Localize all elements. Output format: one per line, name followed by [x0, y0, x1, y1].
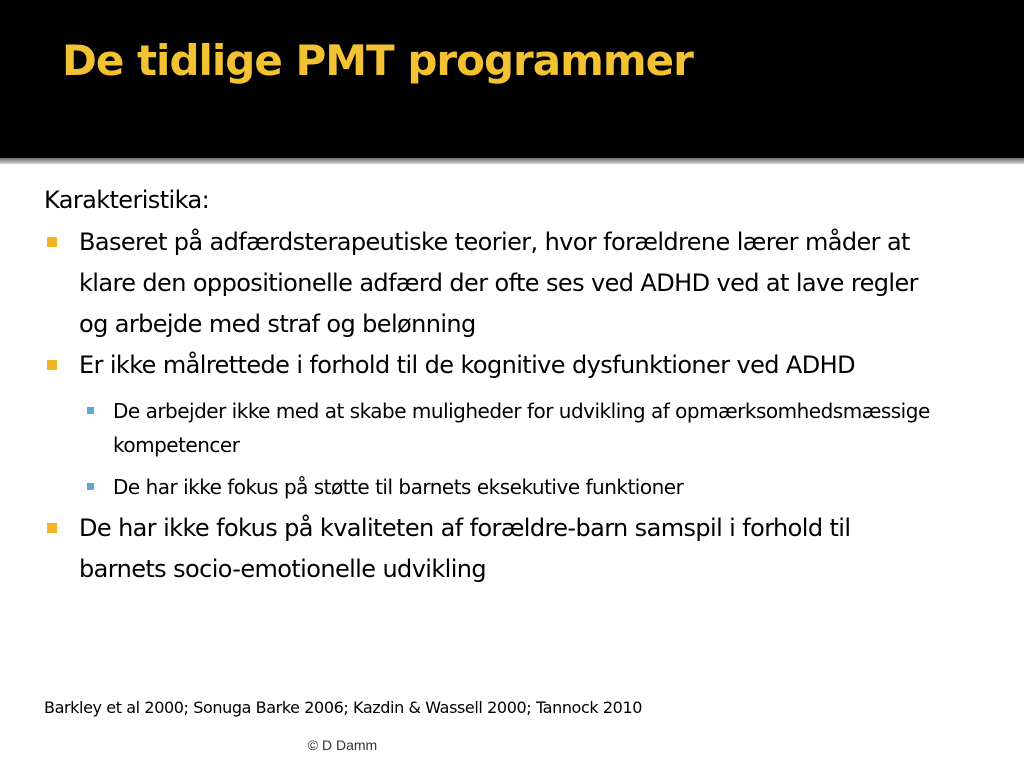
square-bullet-icon [47, 360, 57, 370]
copyright-notice: © D Damm [307, 737, 378, 753]
square-bullet-icon [47, 523, 57, 533]
square-bullet-icon [47, 237, 57, 247]
slide-body [44, 182, 944, 590]
sub-bullet-item [44, 394, 944, 462]
sub-bullet-item [44, 470, 944, 504]
sub-bullet-list [44, 394, 944, 504]
intro-text: Karakteristika: [44, 186, 210, 214]
bullet-text: Er ikke målrettede i forhold til de kognitive dysfunktioner ved ADHD [79, 351, 855, 379]
bullet-item [44, 345, 944, 386]
reference-citation: Barkley et al 2000; Sonuga Barke 2006; Kazdin & Wassell 2000; Tannock 2010 [44, 698, 643, 717]
title-divider [0, 158, 1024, 164]
slide-title: De tidlige PMT programmer [62, 36, 693, 85]
small-square-bullet-icon [87, 407, 94, 414]
bullet-item [44, 508, 944, 590]
sub-bullet-text: De har ikke fokus på støtte til barnets eksekutive funktioner [113, 475, 684, 499]
bullet-item [44, 222, 944, 345]
sub-bullet-text: De arbejder ikke med at skabe muligheder for udvikling af opmærksomhedsmæssige kompetencer [113, 399, 930, 457]
bullet-text: De har ikke fokus på kvaliteten af forældre-barn samspil i forhold til barnets socio-emotionelle udvikling [79, 514, 851, 583]
small-square-bullet-icon [87, 483, 94, 490]
bullet-text: Baseret på adfærdsterapeutiske teorier, hvor forældrene lærer måder at klare den oppositionelle adfærd der ofte ses ved ADHD ved at lave regler og arbejde med straf og belønning [79, 228, 918, 338]
